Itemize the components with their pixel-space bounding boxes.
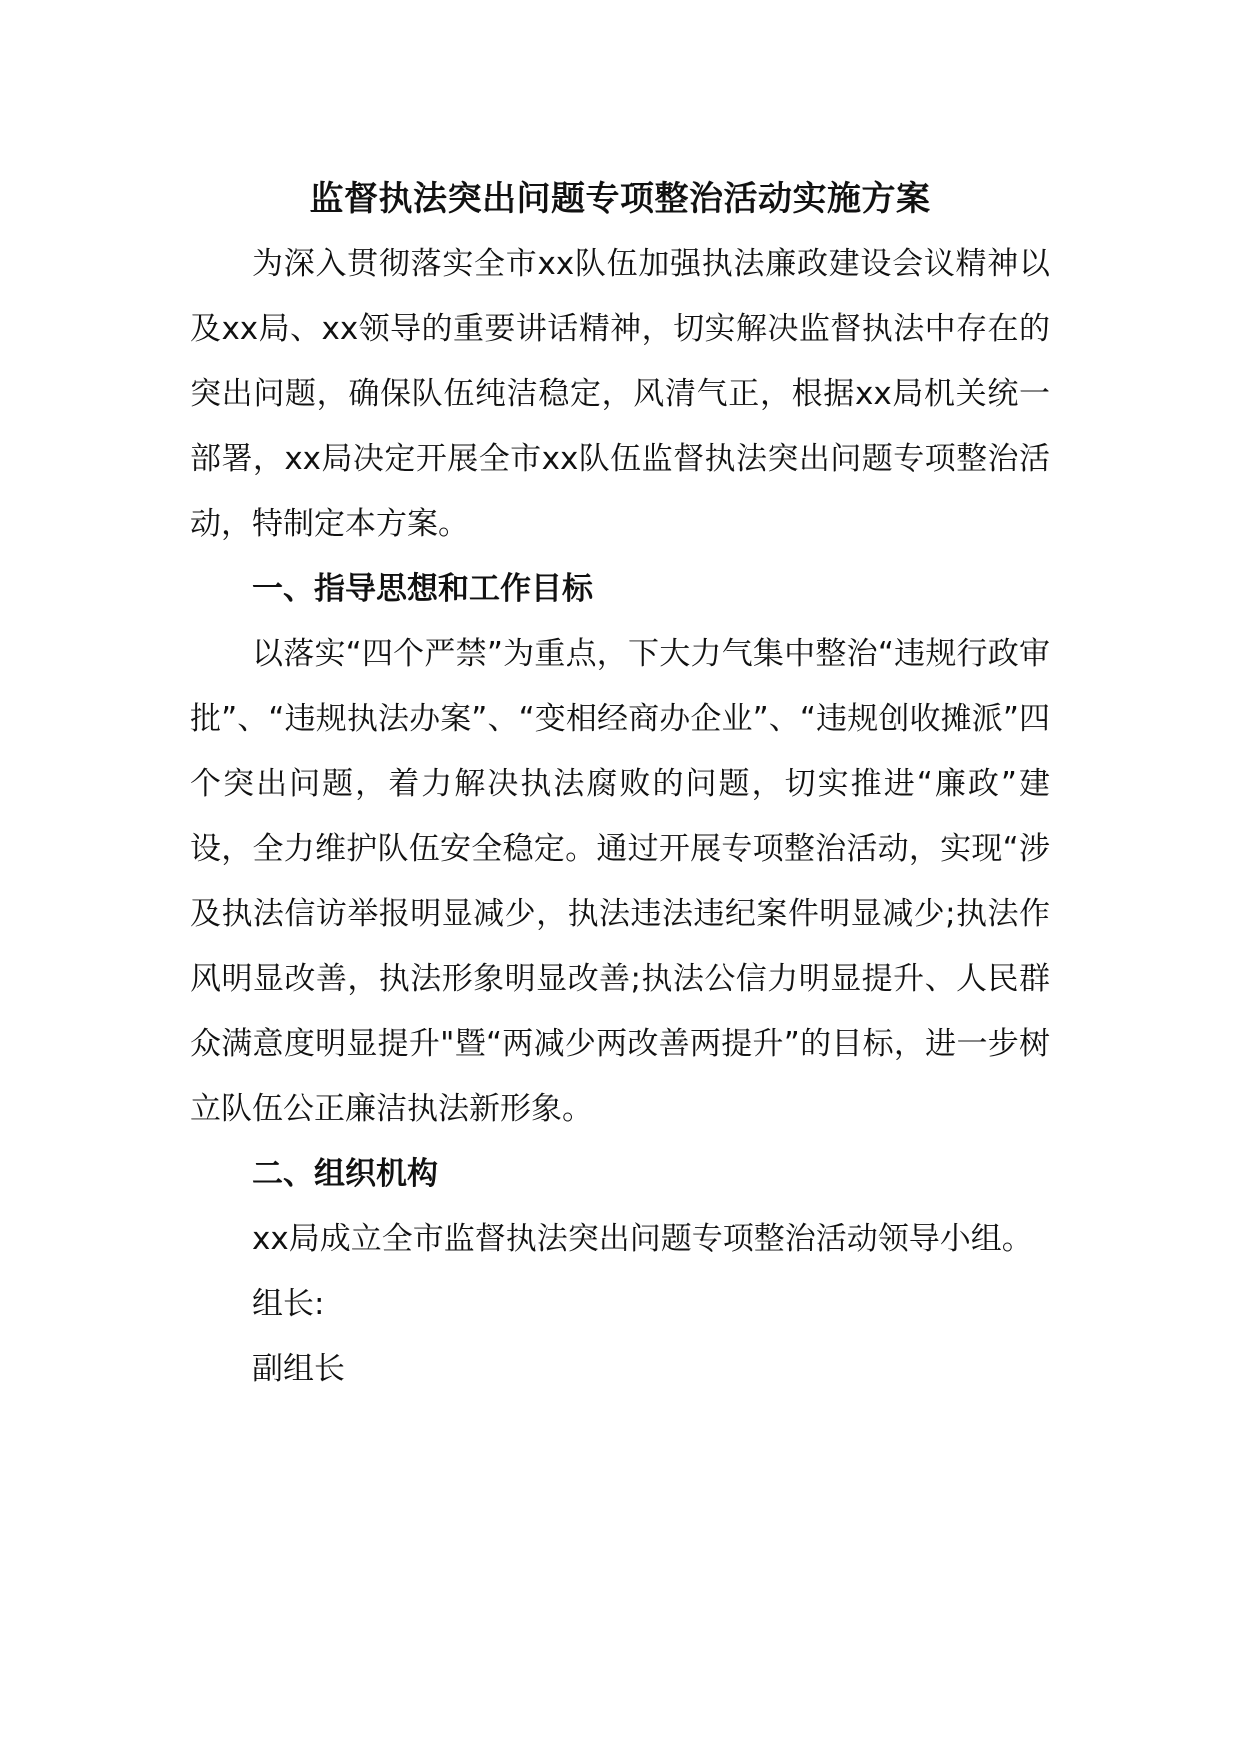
document-content (190, 176, 1050, 1402)
section-body-guiding-ideology: 以落实“四个严禁”为重点，下大力气集中整治“违规行政审批”、“违规执法办案”、“变相经商办企业”、“违规创收摊派”四个突出问题，着力解决执法腐败的问题，切实推进“廉政”建设，全力维护队伍安全稳定。通过开展专项整治活动，实现“涉及执法信访举报明显减少，执法违法违纪案件明显减少;执法作风明显改善，执法形象明显改善;执法公信力明显提升、人民群众满意度明显提升"暨“两减少两改善两提升”的目标，进一步树立队伍公正廉洁执法新形象。 (190, 636, 1050, 1127)
deputy-leader-label: 副组长 (252, 1351, 345, 1387)
leader-label: 组长: (252, 1286, 325, 1322)
section-heading-organization: 二、组织机构 (252, 1156, 438, 1192)
document-title: 监督执法突出问题专项整治活动实施方案 (309, 179, 931, 219)
section-body-organization: xx局成立全市监督执法突出问题专项整治活动领导小组。 (252, 1221, 1033, 1257)
intro-paragraph: 为深入贯彻落实全市xx队伍加强执法廉政建设会议精神以及xx局、xx领导的重要讲话精神，切实解决监督执法中存在的突出问题，确保队伍纯洁稳定，风清气正，根据xx局机关统一部署，xx局决定开展全市xx队伍监督执法突出问题专项整治活动，特制定本方案。 (190, 246, 1050, 542)
section-heading-guiding-ideology: 一、指导思想和工作目标 (252, 571, 593, 607)
